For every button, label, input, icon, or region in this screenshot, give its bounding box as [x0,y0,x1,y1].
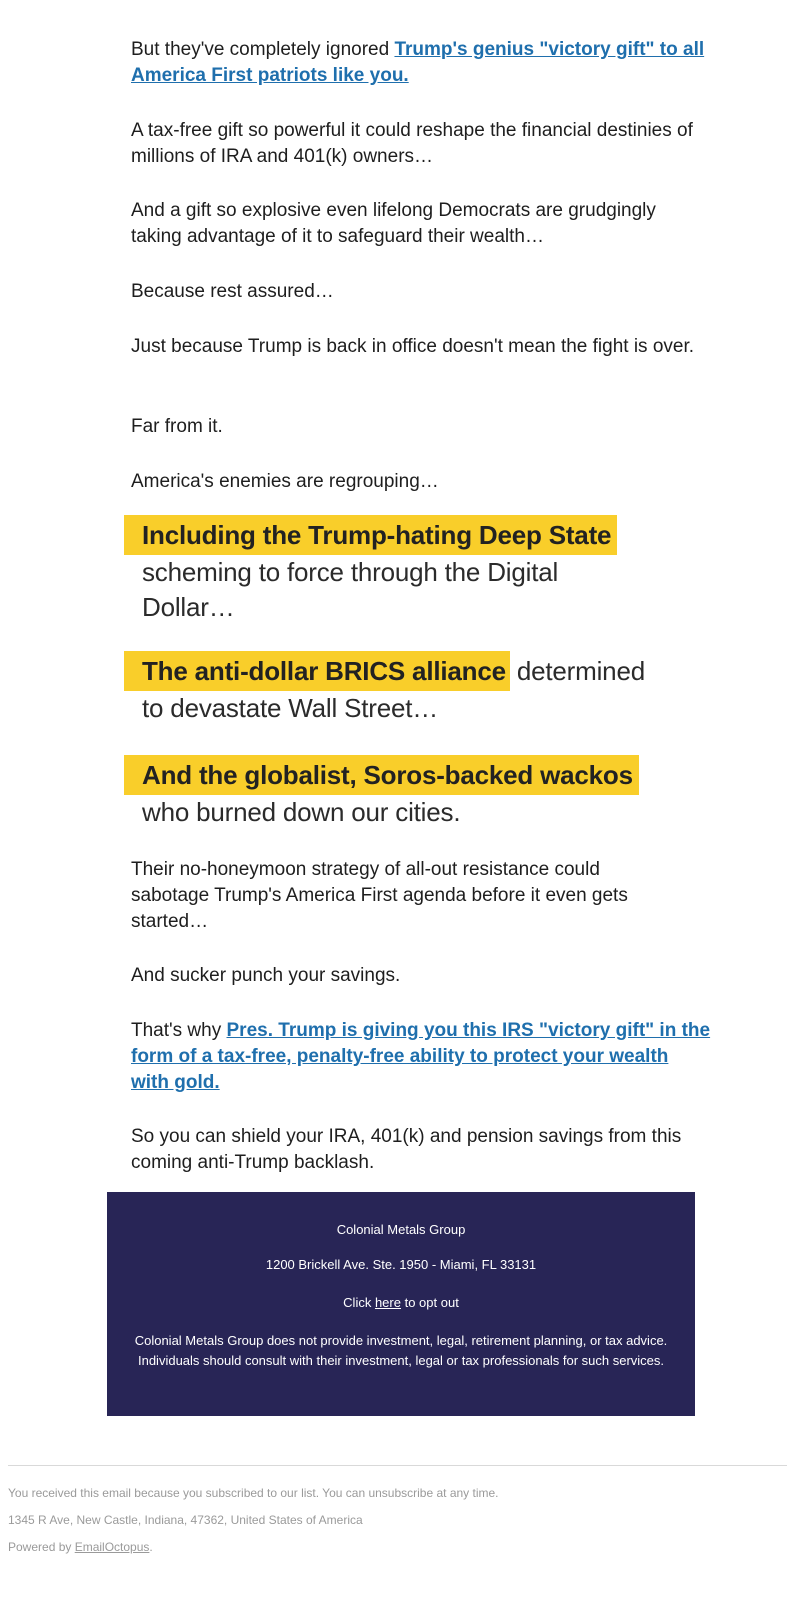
highlight-brics-rest: to devastate Wall Street… [142,693,439,723]
footer-disclaimer-2: Individuals should consult with their investment, legal or tax professionals for such services. [137,1353,665,1368]
victory-gift-link[interactable]: Trump's genius "victory gift" to all America First patriots like you. [131,39,705,86]
highlight-brics-bold: The anti-dollar BRICS alliance [124,651,510,691]
emailoctopus-link[interactable]: EmailOctopus [74,1540,150,1554]
paragraph-sucker-punch: And sucker punch your savings. [131,965,401,986]
paragraph-far-from-it: Far from it. [131,416,223,437]
highlight-globalist-rest: who burned down our cities. [142,797,461,827]
paragraph-rest-assured: Because rest assured… [131,281,334,302]
highlight-deep-state-rest: scheming to force through the Digital Dollar… [142,557,559,622]
footer-disclaimer-1: Colonial Metals Group does not provide investment, legal, retirement planning, or tax advice. [134,1333,668,1348]
footer-address: 1200 Brickell Ave. Ste. 1950 - Miami, FL 33131 [265,1257,537,1272]
paragraph-thats-why [131,1018,711,1096]
paragraph-intro [131,37,711,89]
company-footer [107,1192,695,1416]
paragraph-intro-text: But they've completely ignored [131,39,395,60]
highlight-brics-inline: determined [509,656,645,686]
divider [8,1465,787,1466]
powered-by-prefix: Powered by [8,1540,75,1554]
optout-link[interactable]: here [374,1295,401,1310]
paragraph-shield-savings: So you can shield your IRA, 401(k) and pension savings from this coming anti-Trump backlash. [131,1126,682,1173]
footer-optout [107,1295,695,1310]
highlight-globalist [124,755,684,830]
powered-by [8,1540,153,1554]
paragraph-thats-why-text: That's why [131,1020,227,1041]
paragraph-resistance-strategy: Their no-honeymoon strategy of all-out resistance could sabotage Trump's America First agenda before it even gets started… [131,859,628,932]
highlight-globalist-bold: And the globalist, Soros-backed wackos [124,755,639,795]
paragraph-explosive-gift: And a gift so explosive even lifelong Democrats are grudgingly taking advantage of it to safeguard their wealth… [131,200,656,247]
footer-company-name: Colonial Metals Group [336,1222,466,1237]
footer-optout-suffix: to opt out [400,1295,459,1310]
postal-address: 1345 R Ave, New Castle, Indiana, 47362, United States of America [8,1513,363,1527]
powered-by-suffix: . [149,1540,153,1554]
irs-victory-gift-link[interactable]: Pres. Trump is giving you this IRS "victory gift" in the form of a tax-free, penalty-free ability to protect your wealth with gold. [131,1020,711,1093]
paragraph-tax-free-gift: A tax-free gift so powerful it could reshape the financial destinies of millions of IRA and 401(k) owners… [131,120,693,167]
highlight-deep-state [124,515,684,625]
highlight-deep-state-bold: Including the Trump-hating Deep State [124,515,617,555]
paragraph-enemies-regrouping: America's enemies are regrouping… [131,471,439,492]
subscription-notice: You received this email because you subscribed to our list. You can unsubscribe at any time. [8,1486,499,1500]
paragraph-fight-not-over: Just because Trump is back in office doesn't mean the fight is over. [131,336,695,357]
highlight-brics [124,651,684,726]
footer-optout-prefix: Click [343,1295,375,1310]
